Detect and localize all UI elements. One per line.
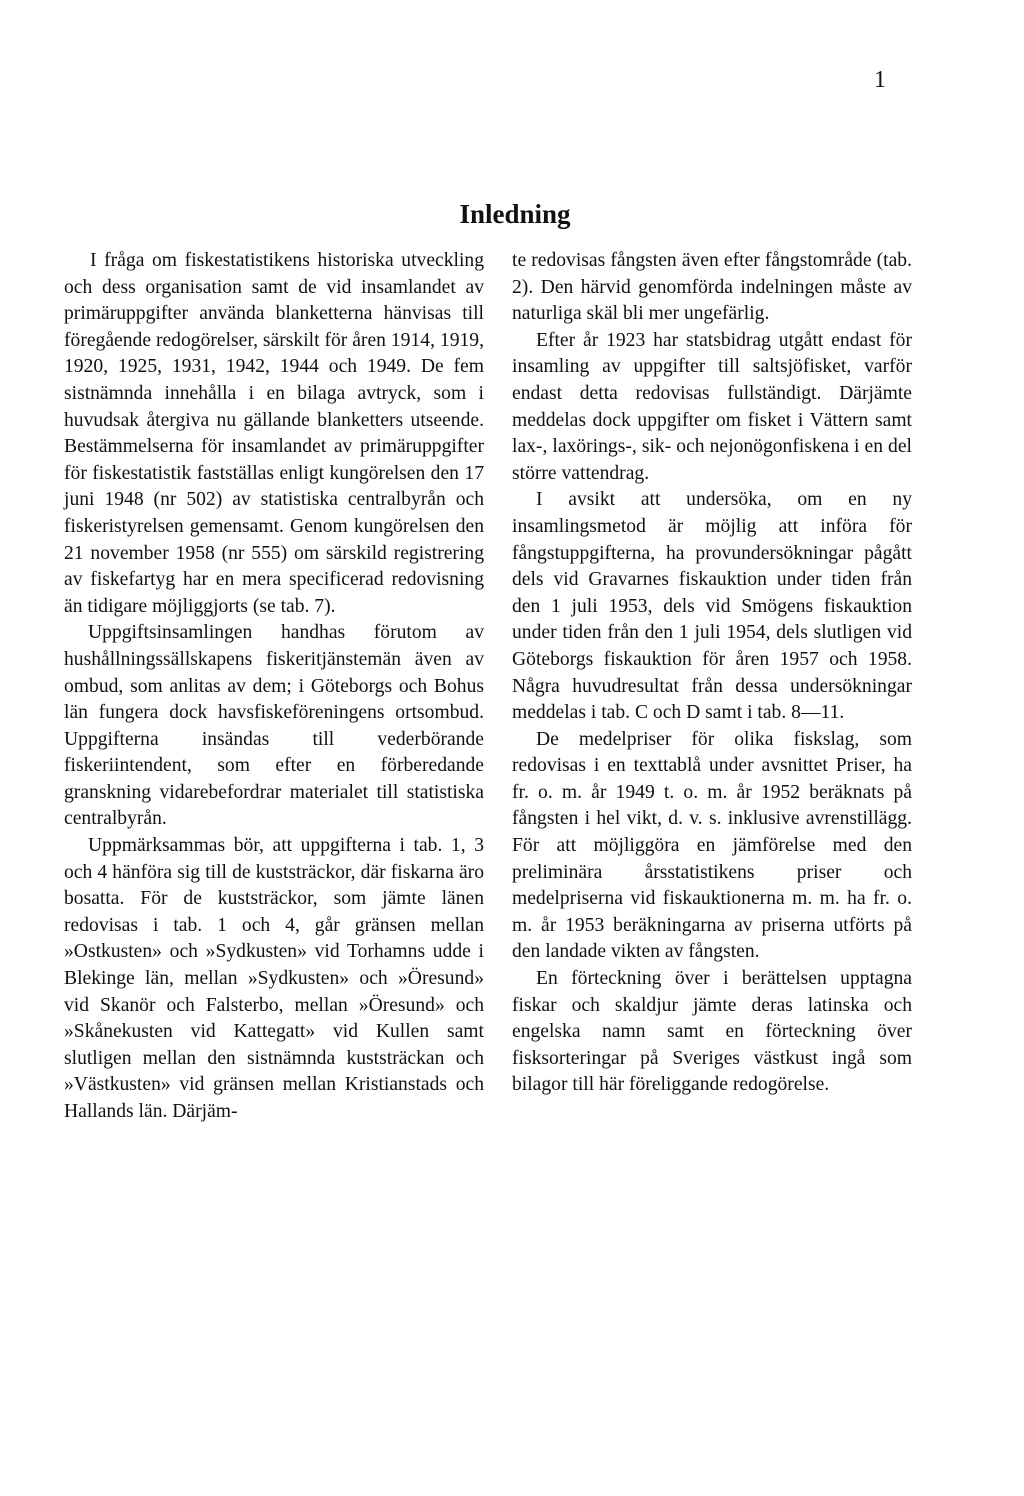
paragraph: te redovisas fångsten även efter fångstområde (tab. 2). Den härvid genomförda indelningen måste av naturliga skäl bli mer ungefärlig. <box>512 250 912 325</box>
right-column <box>512 248 912 1099</box>
paragraph: I avsikt att undersöka, om en ny insamlingsmetod är möjlig att införa för fångstuppgifterna, ha provundersökningar pågått dels vid Gravarnes fiskauktion under tiden från den 1 juli 1953, dels vid Smögens fiskauktion under tiden från den 1 juli 1954, dels slutligen vid Göteborgs fiskauktion för åren 1957 och 1958. Några huvudresultat från dessa undersökningar meddelas i tab. C och D samt i tab. 8—11. <box>512 489 912 724</box>
paragraph: I fråga om fiskestatistikens historiska utveckling och dess organisation samt de vid insamlandet av primäruppgifter använda blanketterna hänvisas till föregående redogörelser, särskilt för åren 1914, 1919, 1920, 1925, 1931, 1942, 1944 och 1949. De fem sistnämnda innehålla i en bilaga avtryck, som i huvudsak återgiva nu gällande blanketters utseende. Bestämmelserna för insamlandet av primäruppgifter för fiskestatistik fastställas enligt kungörelsen den 17 juni 1948 (nr 502) av statistiska centralbyrån och fiskeristyrelsen gemensamt. Genom kungörelsen den 21 november 1958 (nr 555) om särskild registrering av fiskefartyg har en mera specificerad redovisning än tidigare möjliggjorts (se tab. 7). <box>64 250 484 617</box>
paragraph: Uppgiftsinsamlingen handhas förutom av hushållningssällskapens fiskeritjänstemän även av ombud, som anlitas av dem; i Göteborgs och Bohus län fungera dock havsfiskeföreningens ortsombud. Uppgifterna insändas till vederbörande fiskeriintendent, som efter en förberedande granskning vidarebefordrar materialet till statistiska centralbyrån. <box>64 622 484 830</box>
paragraph: De medelpriser för olika fiskslag, som redovisas i en texttablå under avsnittet Priser, ha fr. o. m. år 1949 t. o. m. år 1952 beräknats på fångsten i hel vikt, d. v. s. inklusive avrenstillägg. För att möjliggöra en jämförelse med den preliminära årsstatistikens priser och medelpriserna vid fiskauktionerna m. m. ha fr. o. m. år 1953 beräkningarna av priserna utförts på den landade vikten av fångsten. <box>512 728 912 963</box>
page-title: Inledning <box>459 199 571 229</box>
paragraph: Efter år 1923 har statsbidrag utgått endast för insamling av uppgifter till saltsjöfisket, varför endast detta redovisas fullständigt. Därjämte meddelas dock uppgifter om fisket i Vättern samt lax-, laxörings-, sik- och nejonögonfiskena i en del större vattendrag. <box>512 329 912 484</box>
page-number: 1 <box>874 67 886 93</box>
paragraph: Uppmärksammas bör, att uppgifterna i tab. 1, 3 och 4 hänföra sig till de kuststräckor, där fiskarna äro bosatta. För de kuststräckor, som jämte länen redovisas i tab. 1 och 4, går gränsen mellan »Ostkusten» och »Sydkusten» vid Torhamns udde i Blekinge län, mellan »Sydkusten» och »Öresund» vid Skanör och Falsterbo, mellan »Öresund» och »Skånekusten vid Kattegatt» vid Kullen samt slutligen mellan den sistnämnda kuststräckan och »Västkusten» vid gränsen mellan Kristianstads och Hallands län. Därjäm- <box>64 835 484 1122</box>
paragraph: En förteckning över i berättelsen upptagna fiskar och skaldjur jämte deras latinska och engelska namn samt en förteckning över fisksorteringar på Sveriges västkust ingå som bilagor till här föreliggande redogörelse. <box>512 968 912 1096</box>
left-column <box>64 248 484 1126</box>
